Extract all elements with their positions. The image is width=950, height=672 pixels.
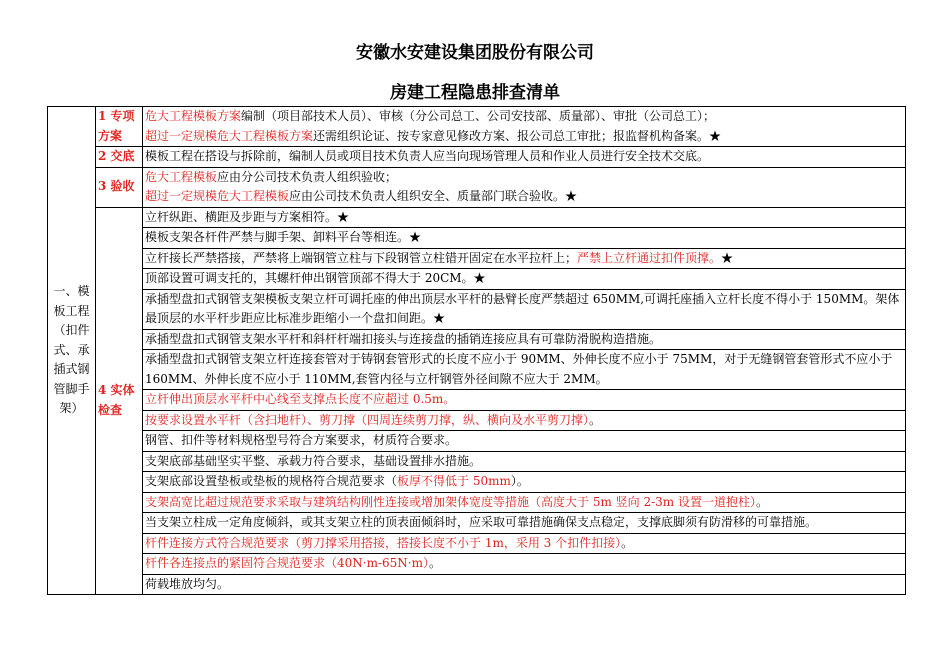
requirement-cell: [143, 207, 906, 228]
text-segment: 超过一定规模危大工程模板: [145, 189, 290, 203]
checklist-row: [48, 472, 906, 493]
text-segment: 危大工程模板: [145, 169, 218, 184]
checklist-row: [48, 431, 906, 452]
text-segment: 支架底部基础坚实平整、承载力符合要求，基础设置排水措施。: [145, 453, 482, 468]
text-segment: 承插型盘扣式钢管支架模板支架立杆可调托座的伸出顶层水平杆的悬臂长度严禁超过 650MM,可调托座插入立杆长度不得小于 150MM。架体最顶层的水平杆步距应比标准步距缩小一个盘扣间距。★: [145, 291, 900, 325]
checklist-row: [48, 207, 906, 228]
text-segment: ★: [721, 250, 734, 265]
text-segment: 支架底部设置垫板或垫板的规格符合规范要求（: [145, 474, 398, 488]
requirement-cell: [143, 431, 906, 452]
checklist-row: [48, 329, 906, 350]
requirement-line: [145, 127, 903, 147]
requirement-cell: [143, 513, 906, 534]
requirement-cell: [143, 147, 906, 168]
text-segment: 板厚不得低于 50mm: [397, 474, 511, 488]
text-segment: 。: [428, 556, 441, 570]
requirement-cell: [143, 329, 906, 350]
checklist-row: [48, 147, 906, 168]
group-label: 4 实体检查: [96, 207, 143, 595]
text-segment: 支架高宽比超过规范要求采取与建筑结构刚性连接或增加架体宽度等措施（高度大于 5m 竖向 2-3m 设置一道抱柱）: [145, 494, 756, 509]
text-segment: 杆件连接方式符合规范要求（剪刀撑采用搭接，搭接长度不小于 1m，采用 3 个扣件扣接）: [145, 535, 622, 550]
text-segment: 承插型盘扣式钢管支架立杆连接套管对于铸钢套管形式的长度不应小于 90MM、外伸长度不应小于 75MM，对于无缝钢管套管形式不应小于 160MM、外伸长度不应小于 110MM,套管内径与立杆钢管外径间隙不应大于 2MM。: [145, 352, 893, 386]
requirement-cell: [143, 390, 906, 411]
requirement-cell: [143, 492, 906, 513]
checklist-row: [48, 269, 906, 290]
text-segment: 钢管、扣件等材料规格型号符合方案要求，材质符合要求。: [145, 433, 458, 447]
company-name: 安徽水安建设集团股份有限公司: [356, 43, 594, 63]
checklist-row: [48, 492, 906, 513]
checklist-row: [48, 350, 906, 390]
requirement-cell: [143, 228, 906, 249]
text-segment: 模板支架各杆件严禁与脚手架、卸料平台等相连。★: [145, 230, 422, 244]
text-segment: 。: [621, 535, 634, 550]
requirement-cell: [143, 167, 906, 207]
text-segment: 立杆接长严禁搭接，严禁将上端钢管立柱与下段钢管立柱错开固定在水平拉杆上；: [145, 250, 578, 265]
requirement-cell: [143, 289, 906, 329]
requirement-cell: [143, 107, 906, 147]
text-segment: 杆件各连接点的紧固符合规范要求（40N·m-65N·m）: [145, 556, 429, 570]
requirement-cell: [143, 269, 906, 290]
checklist-row: [48, 390, 906, 411]
text-segment: 危大工程模板方案: [145, 109, 242, 123]
requirement-cell: [143, 451, 906, 472]
group-label: 1 专项方案: [96, 107, 143, 147]
requirement-cell: [143, 574, 906, 595]
checklist-row: [48, 574, 906, 595]
text-segment: 超过一定规模危大工程模板方案: [145, 128, 314, 143]
text-segment: 应由公司技术负责人组织安全、质量部门联合验收。★: [289, 189, 578, 203]
document-title: 房建工程隐患排查清单: [390, 83, 560, 103]
requirement-cell: [143, 533, 906, 554]
text-segment: 当支架立柱成一定角度倾斜，或其支架立柱的顶表面倾斜时，应采取可靠措施确保支点稳定，支撑底脚须有防滑移的可靠措施。: [145, 515, 818, 529]
text-segment: 严禁上立杆通过扣件顶撑。: [577, 250, 722, 265]
requirement-line: [145, 147, 903, 167]
checklist-row: [48, 107, 906, 147]
text-segment: 承插型盘扣式钢管支架水平杆和斜杆杆端扣接头与连接盘的插销连接应具有可靠防滑脱构造措施。: [145, 331, 662, 346]
text-segment: 按要求设置水平杆（含扫地杆）、剪刀撑（四周连续剪刀撑，纵、横向及水平剪刀撑）: [145, 412, 590, 427]
text-segment: 立杆伸出顶层水平杆中心线至支撑点长度不应超过 0.5m。: [145, 392, 456, 406]
requirement-cell: [143, 554, 906, 575]
checklist-row: [48, 167, 906, 207]
checklist-row: [48, 228, 906, 249]
checklist-row: [48, 289, 906, 329]
text-segment: 应由分公司技术负责人组织验收；: [217, 169, 398, 184]
checklist-row: [48, 554, 906, 575]
requirement-cell: [143, 350, 906, 390]
text-segment: ）。: [510, 474, 529, 488]
group-label: 3 验收: [96, 167, 143, 207]
hazard-checklist-table: [47, 106, 906, 595]
text-segment: 顶部设置可调支托的，其螺杆伸出钢管顶部不得大于 20CM。★: [145, 271, 486, 285]
requirement-line: [145, 187, 903, 207]
text-segment: 。: [589, 412, 602, 427]
checklist-row: [48, 451, 906, 472]
requirement-line: [145, 107, 903, 127]
checklist-row: [48, 410, 906, 431]
requirement-cell: [143, 248, 906, 269]
text-segment: 荷载堆放均匀。: [145, 576, 230, 591]
checklist-row: [48, 248, 906, 269]
text-segment: 立杆纵距、横距及步距与方案相符。★: [145, 209, 350, 224]
requirement-cell: [143, 472, 906, 493]
requirement-line: [145, 168, 903, 188]
text-segment: 还需组织论证、按专家意见修改方案、报公司总工审批；报监督机构备案。★: [313, 128, 722, 143]
category-cell: 一、模板工程（扣件式、承插式钢管脚手架）: [48, 107, 96, 595]
checklist-row: [48, 533, 906, 554]
text-segment: 模板工程在搭设与拆除前，编制人员或项目技术负责人应当向现场管理人员和作业人员进行安全技术交底。: [145, 149, 710, 163]
group-label: 2 交底: [96, 147, 143, 168]
text-segment: 。: [755, 494, 768, 509]
requirement-cell: [143, 410, 906, 431]
text-segment: 编制（项目部技术人员）、审核（分公司总工、公司安技部、质量部）、审批（公司总工）；: [241, 109, 716, 123]
checklist-row: [48, 513, 906, 534]
